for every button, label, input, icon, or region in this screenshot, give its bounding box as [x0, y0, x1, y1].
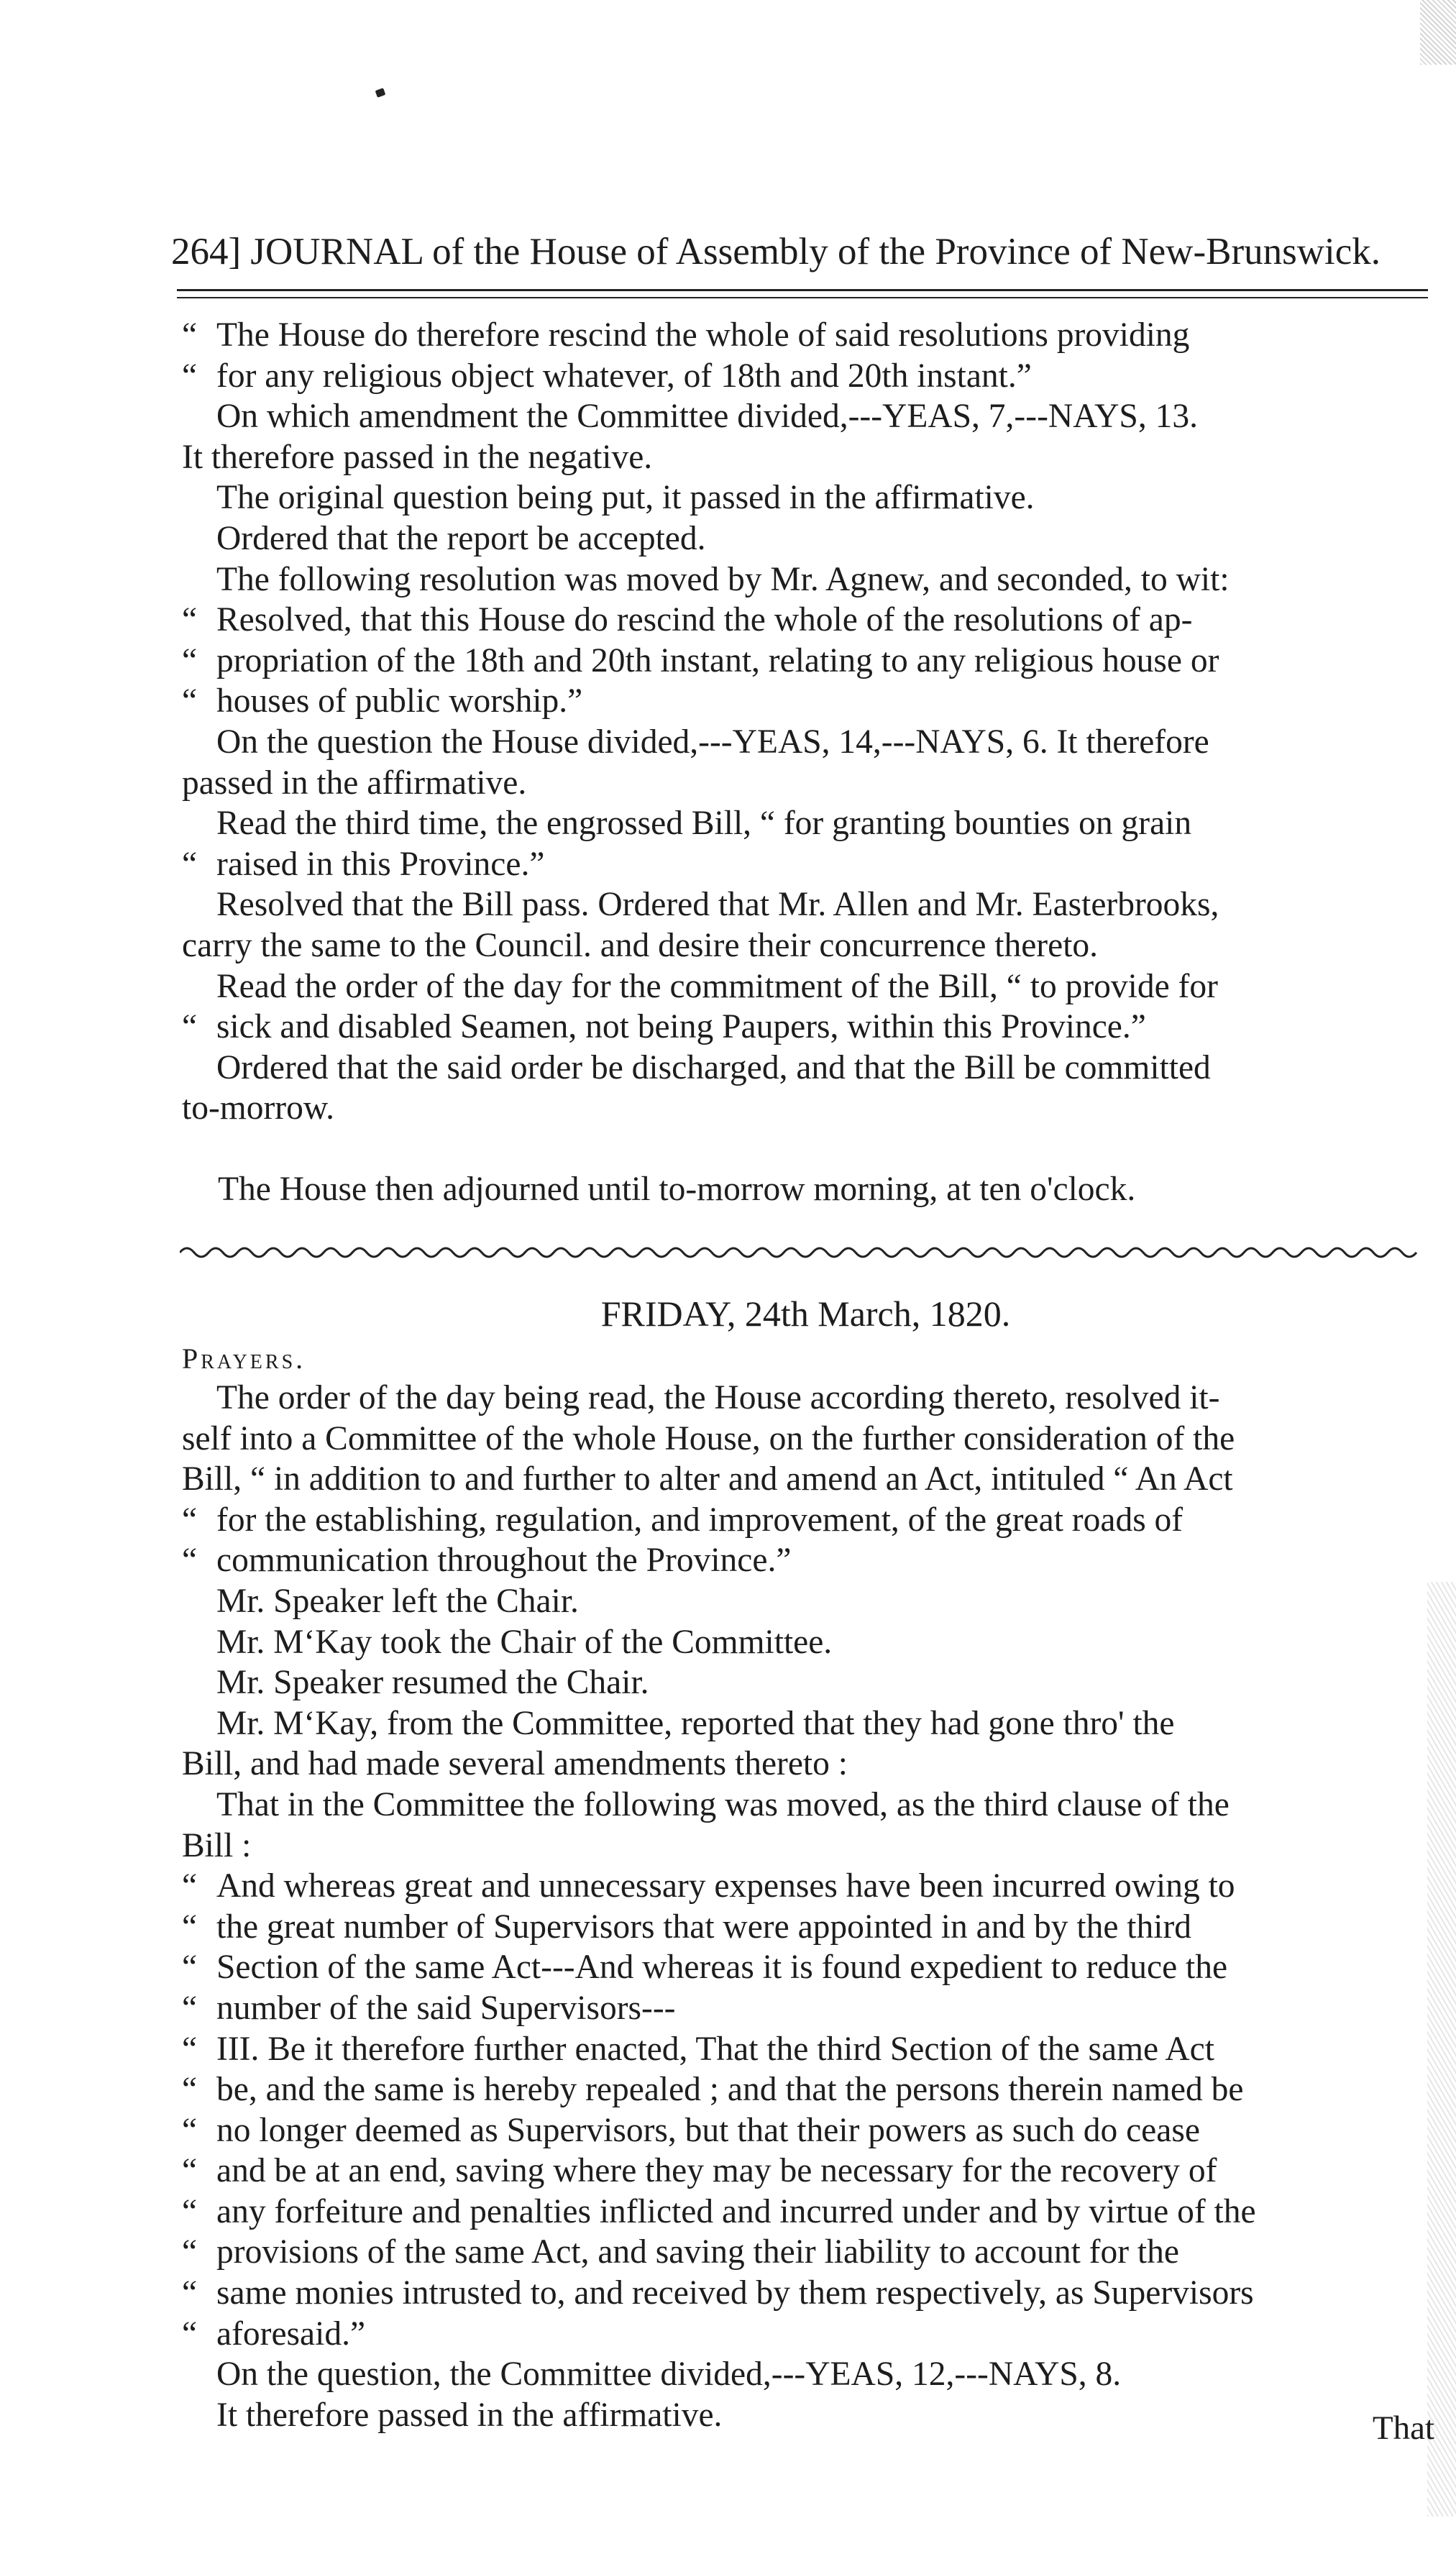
- quote-mark: “: [182, 601, 198, 639]
- quote-mark: “: [182, 2152, 198, 2190]
- text-line: [182, 1007, 1429, 1048]
- text-line: [182, 641, 1429, 682]
- quote-mark: “: [182, 2315, 198, 2353]
- section-thursday: [182, 315, 1429, 1210]
- text-line: [182, 1500, 1429, 1541]
- text-line: [182, 1378, 1429, 1419]
- quote-mark: “: [182, 2274, 198, 2312]
- line-text: Bill, “ in addition to and further to alter and amend an Act, intituled “ An Act: [182, 1460, 1233, 1498]
- line-text: propriation of the 18th and 20th instant, relating to any religious house or: [216, 641, 1219, 679]
- line-text: That in the Committee the following was moved, as the third clause of the: [216, 1785, 1230, 1823]
- line-text: It therefore passed in the negative.: [182, 438, 653, 476]
- line-text: Mr. Speaker resumed the Chair.: [216, 1664, 649, 1702]
- line-text: Bill :: [182, 1826, 252, 1864]
- line-text: The following resolution was moved by Mr. Agnew, and seconded, to wit:: [216, 560, 1230, 598]
- ornamental-divider: [180, 1238, 1427, 1267]
- running-header: [171, 229, 1429, 275]
- text-line: [182, 477, 1429, 518]
- quote-mark: “: [182, 2192, 198, 2230]
- line-text: Mr. Speaker left the Chair.: [216, 1582, 579, 1620]
- quote-mark: “: [182, 845, 198, 883]
- text-line: [182, 315, 1429, 356]
- text-line: [182, 1703, 1429, 1744]
- quote-mark: “: [182, 2111, 198, 2149]
- text-line: [182, 1662, 1429, 1703]
- line-text: provisions of the same Act, and saving their liability to account for the: [216, 2233, 1179, 2271]
- quote-mark: “: [182, 2071, 198, 2109]
- line-text: carry the same to the Council. and desire their concurrence thereto.: [182, 926, 1099, 964]
- line-text: sick and disabled Seamen, not being Paupers, within this Province.”: [216, 1008, 1146, 1046]
- text-line: [182, 1907, 1429, 1948]
- text-line: [182, 2110, 1429, 2151]
- line-text: On the question, the Committee divided,---YEAS, 12,---NAYS, 8.: [216, 2355, 1122, 2394]
- line-text: to-morrow.: [182, 1089, 334, 1127]
- line-text: And whereas great and unnecessary expenses have been incurred owing to: [216, 1867, 1235, 1905]
- quote-mark: “: [182, 1501, 198, 1539]
- text-line: [182, 1826, 1429, 1867]
- line-text: no longer deemed as Supervisors, but that their powers as such do cease: [216, 2111, 1200, 2149]
- quote-mark: “: [182, 682, 198, 720]
- text-line: [182, 681, 1429, 722]
- scan-edge-noise: [1420, 0, 1456, 65]
- text-line: [182, 1947, 1429, 1988]
- text-line: [182, 1088, 1429, 1129]
- quote-mark: “: [182, 641, 198, 679]
- text-line: [182, 1988, 1429, 2029]
- line-text: and be at an end, saving where they may be necessary for the recovery of: [216, 2152, 1217, 2190]
- line-text: Ordered that the report be accepted.: [216, 519, 706, 557]
- text-line: [182, 1744, 1429, 1785]
- text-line: [182, 844, 1429, 885]
- line-text: Ordered that the said order be discharged, and that the Bill be committed: [216, 1048, 1211, 1086]
- adjournment-line: The House then adjourned until to-morrow morning, at ten o'clock.: [218, 1171, 1136, 1209]
- quote-mark: “: [182, 1949, 198, 1987]
- text-line: [182, 2069, 1429, 2110]
- line-text: Mr. M‘Kay, from the Committee, reported that they had gone thro' the: [216, 1704, 1175, 1742]
- line-text: Read the order of the day for the commitment of the Bill, “ to provide for: [216, 967, 1218, 1005]
- text-line: [182, 2273, 1429, 2314]
- line-text: On the question the House divided,---YEAS, 14,---NAYS, 6. It therefore: [216, 723, 1209, 761]
- line-text: III. Be it therefore further enacted, That the third Section of the same Act: [216, 2030, 1214, 2068]
- text-line: [182, 396, 1429, 437]
- header-rule: [177, 289, 1428, 291]
- line-text: Read the third time, the engrossed Bill, “ for granting bounties on grain: [216, 805, 1192, 843]
- line-text: self into a Committee of the whole House, on the further consideration of the: [182, 1419, 1235, 1457]
- prayers-label: Prayers.: [182, 1342, 306, 1375]
- line-text: The order of the day being read, the House according thereto, resolved it-: [216, 1379, 1220, 1416]
- text-line: [182, 763, 1429, 804]
- text-line: [182, 1459, 1429, 1500]
- line-text: Mr. M‘Kay took the Chair of the Committee.: [216, 1623, 833, 1661]
- text-line: [182, 437, 1429, 478]
- header-rule: [177, 297, 1428, 298]
- text-line: [182, 559, 1429, 600]
- text-line: [182, 2029, 1429, 2070]
- text-line: [182, 356, 1429, 397]
- text-line: [182, 2151, 1429, 2192]
- page-number: 264]: [171, 231, 242, 273]
- section-friday: [182, 1287, 1429, 2435]
- scan-edge-noise: [1427, 1582, 1456, 2517]
- date-heading: FRIDAY, 24th March, 1820.: [600, 1294, 1011, 1334]
- text-line: [182, 518, 1429, 559]
- catchword: That: [1372, 2409, 1434, 2447]
- quote-mark: “: [182, 357, 198, 395]
- text-line: [182, 600, 1429, 641]
- line-text: raised in this Province.”: [216, 845, 545, 883]
- line-text: the great number of Supervisors that were appointed in and by the third: [216, 1908, 1192, 1946]
- line-text: any forfeiture and penalties inflicted and incurred under and by virtue of the: [216, 2192, 1256, 2230]
- line-text: Resolved that the Bill pass. Ordered that Mr. Allen and Mr. Easterbrooks,: [216, 886, 1219, 924]
- quote-mark: “: [182, 1542, 198, 1580]
- text-line: [182, 803, 1429, 844]
- quote-mark: “: [182, 316, 198, 354]
- text-line: [182, 2314, 1429, 2355]
- line-text: number of the said Supervisors---: [216, 1989, 676, 2027]
- quote-mark: “: [182, 2030, 198, 2068]
- line-text: passed in the affirmative.: [182, 764, 527, 802]
- line-text: for any religious object whatever, of 18th and 20th instant.”: [216, 357, 1032, 395]
- line-text: Section of the same Act---And whereas it is found expedient to reduce the: [216, 1949, 1228, 1987]
- text-line: [182, 1866, 1429, 1907]
- text-line: [182, 2354, 1429, 2395]
- journal-title: JOURNAL of the House of Assembly of the Province of New-Brunswick.: [250, 231, 1381, 273]
- line-text: The House do therefore rescind the whole of said resolutions providing: [216, 316, 1190, 354]
- ink-speck: [375, 88, 386, 98]
- quote-mark: “: [182, 1867, 198, 1905]
- quote-mark: “: [182, 1008, 198, 1046]
- text-line: [182, 1419, 1429, 1460]
- line-text: same monies intrusted to, and received by them respectively, as Supervisors: [216, 2274, 1254, 2312]
- text-line: [182, 2395, 1429, 2436]
- text-line: [182, 1622, 1429, 1663]
- line-text: The original question being put, it passed in the affirmative.: [216, 479, 1035, 517]
- text-line: [182, 925, 1429, 966]
- text-line: [182, 1785, 1429, 1826]
- quote-mark: “: [182, 1989, 198, 2027]
- line-text: communication throughout the Province.”: [216, 1542, 792, 1580]
- line-text: be, and the same is hereby repealed ; and that the persons therein named be: [216, 2071, 1244, 2109]
- text-line: [182, 1581, 1429, 1622]
- text-line: [182, 722, 1429, 763]
- line-text: On which amendment the Committee divided,---YEAS, 7,---NAYS, 13.: [216, 398, 1198, 436]
- line-text: for the establishing, regulation, and improvement, of the great roads of: [216, 1501, 1183, 1539]
- text-line: [182, 1048, 1429, 1089]
- text-line: [182, 2192, 1429, 2233]
- line-text: It therefore passed in the affirmative.: [216, 2396, 723, 2434]
- text-line: [182, 1540, 1429, 1581]
- line-text: Resolved, that this House do rescind the whole of the resolutions of ap-: [216, 601, 1193, 639]
- line-text: aforesaid.”: [216, 2315, 366, 2353]
- text-line: [182, 966, 1429, 1007]
- quote-mark: “: [182, 1908, 198, 1946]
- line-text: Bill, and had made several amendments thereto :: [182, 1745, 848, 1783]
- quote-mark: “: [182, 2233, 198, 2271]
- text-line: [182, 2232, 1429, 2273]
- text-line: [182, 884, 1429, 925]
- line-text: houses of public worship.”: [216, 682, 583, 720]
